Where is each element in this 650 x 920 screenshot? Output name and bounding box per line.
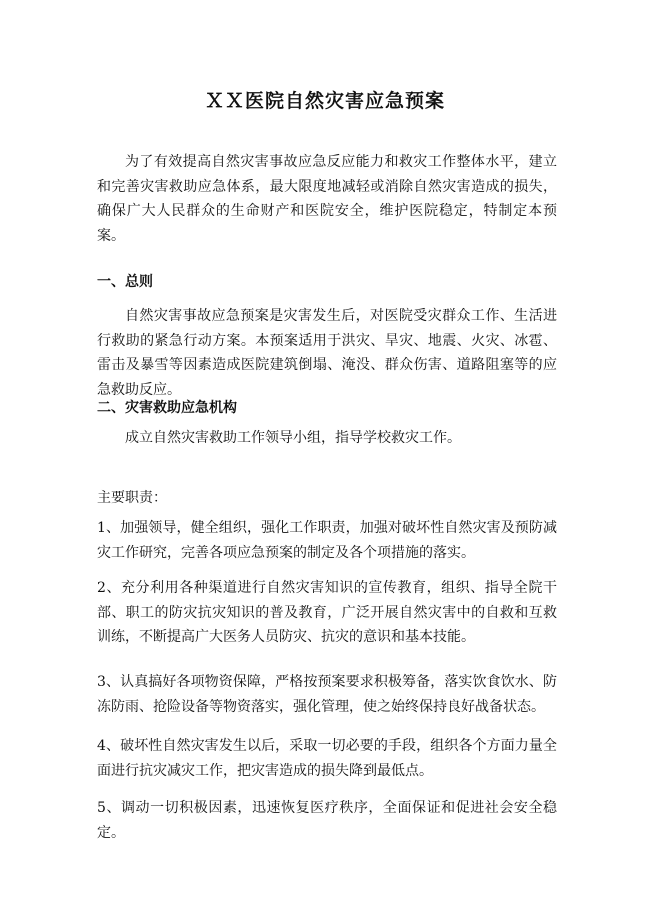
section-general-heading: 一、总则 (97, 274, 153, 290)
duty-item: 3、认真搞好各项物资保障，严格按预案要求积极筹备，落实饮食饮水、防冻防雨、抢险设备等物资落实，强化管理，使之始终保持良好战备状态。 (97, 674, 557, 715)
duty-item: 5、调动一切积极因素，迅速恢复医疗秩序，全面保证和促进社会安全稳定。 (97, 800, 557, 841)
section-general-body: 自然灾害事故应急预案是灾害发生后，对医院受灾群众工作、生活进行救助的紧急行动方案。本预案适用于洪灾、旱灾、地震、火灾、冰雹、雷击及暴雪等因素造成医院建筑倒塌、淹没、群众伤害、道路阻塞等的应急救助反应。 (97, 308, 557, 398)
duty-item: 2、充分利用各种渠道进行自然灾害知识的宣传教育，组织、指导全院干部、职工的防灾抗灾知识的普及教育，广泛开展自然灾害中的自救和互救训练，不断提高广大医务人员防灾、抗灾的意识和基本技能。 (97, 580, 557, 645)
duties-label: 主要职责： (97, 490, 167, 506)
duty-item: 4、破坏性自然灾害发生以后，采取一切必要的手段，组织各个方面力量全面进行抗灾减灾工作，把灾害造成的损失降到最低点。 (97, 738, 557, 779)
section-agency-body: 成立自然灾害救助工作领导小组，指导学校救灾工作。 (125, 430, 461, 446)
duty-item: 1、加强领导，健全组织，强化工作职责，加强对破坏性自然灾害及预防减灾工作研究，完善各项应急预案的制定及各个项措施的落实。 (97, 520, 557, 561)
document-title: ＸＸ医院自然灾害应急预案 (204, 90, 445, 112)
section-agency-heading: 二、灾害救助应急机构 (97, 400, 237, 416)
intro-paragraph: 为了有效提高自然灾害事故应急反应能力和救灾工作整体水平，建立和完善灾害救助应急体系，最大限度地减轻或消除自然灾害造成的损失，确保广大人民群众的生命财产和医院安全，维护医院稳定，特制定本预案。 (97, 154, 557, 244)
